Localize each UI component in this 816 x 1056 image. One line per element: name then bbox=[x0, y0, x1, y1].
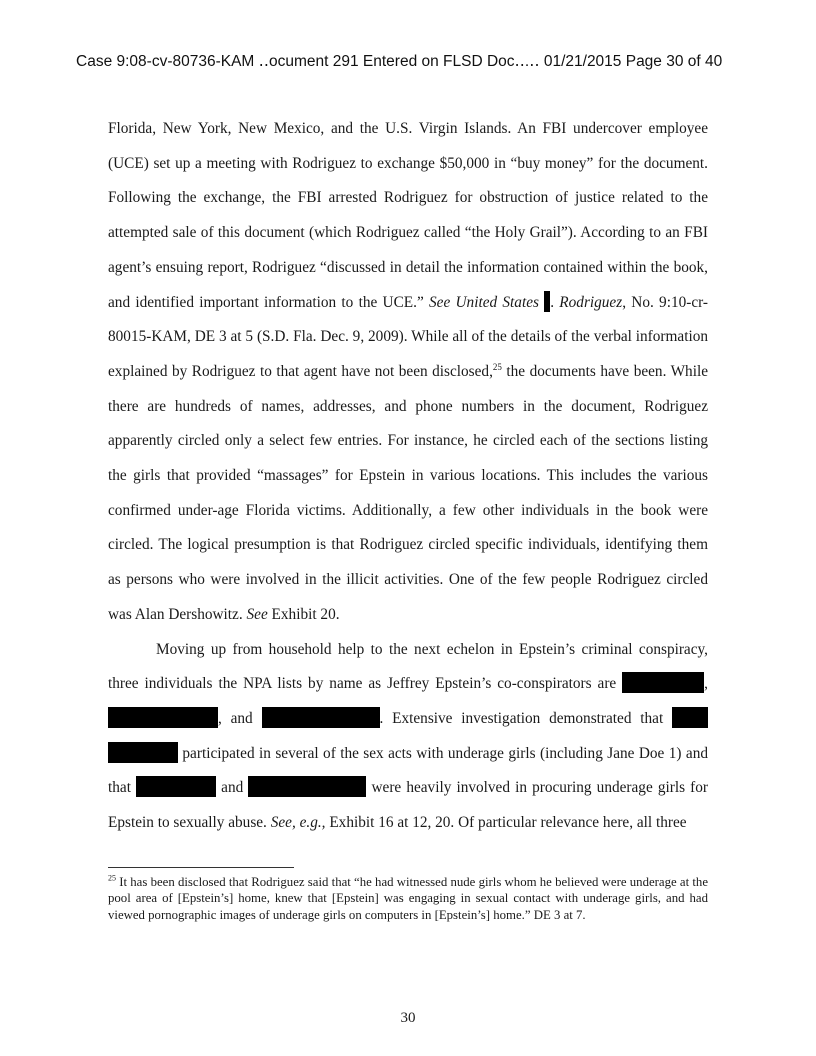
paragraph-2-text: and bbox=[216, 779, 249, 797]
citation-see-eg: See, e.g., bbox=[270, 814, 326, 832]
footnote-divider bbox=[108, 867, 294, 868]
footnote-25 bbox=[108, 874, 708, 923]
page-number: 30 bbox=[400, 1010, 416, 1026]
citation-see: See bbox=[246, 605, 268, 623]
footnote-text: It has been disclosed that Rodriguez said that “he had witnessed nude girls whom he believed were underage at the pool area of [Epstein’s] home, knew that [Epstein] was engaging in sexual contact with underage girls, and had viewed pornographic images of underage girls on computers in [Epstein’s] home.” DE 3 at 7. bbox=[108, 875, 708, 922]
paragraph-1: Florida, New York, New Mexico, and the U.S. Virgin Islands. An FBI undercover employee (UCE) set up a meeting with Rodriguez to exchange $50,000 in “buy money” for the document. Following the exchange, the FBI arrested Rodriguez for obstruction of justice related to the attempted sale of this document (which Rodriguez called “the Holy Grail”). According to an FBI agent’s ensuing report, Rodriguez “discussed in detail the information contained within the book, and identified important information to the UCE.” See United States . Rodriguez, No. 9:10-cr-80015-KAM, DE 3 at 5 (S.D. Fla. Dec. 9, 2009). While all of the details of the verbal information explained by Rodriguez to that agent have not been disclosed,$^{25}$ the documents have been. While there are hundreds of names, addresses, and phone numbers in the document, Rodriguez apparently circled only a select few entries. For instance, he circled each of the sections listing the girls that provided “massages” for Epstein in various locations. This includes the various confirmed under-age Florida victims. Additionally, a few other individuals in the book were circled. The logical presumption is that Rodriguez circled specific individuals, identifying them as persons who were involved in the illicit activities. One of the few people Rodriguez circled was Alan Dershowitz. See Exhibit 20. bbox=[108, 120, 709, 623]
redaction-box bbox=[544, 291, 550, 312]
paragraph-1-text: Florida, New York, New Mexico, and the U.S. Virgin Islands. An FBI undercover employee (UCE) set up a meeting with Rodriguez to exchange $50,000 in “buy money” for the document. Following the exchange, the FBI arrested Rodriguez for obstruction of justice related to the attempted sale of this document (which Rodriguez called “the Holy Grail”). According to an FBI agent’s ensuing report, Rodriguez “discussed in detail the information contained within the book, and identified important information to the UCE.” bbox=[108, 120, 708, 311]
paragraph-2-text: . Extensive investigation demonstrated that bbox=[379, 709, 673, 727]
redaction-box bbox=[108, 707, 218, 728]
footnote-reference: 25 bbox=[492, 361, 502, 372]
citation-see-united-states: See United States bbox=[429, 293, 539, 311]
redaction-box bbox=[108, 742, 178, 763]
redaction-box bbox=[672, 707, 708, 728]
paragraph-2-text: Moving up from household help to the next echelon in Epstein’s criminal conspiracy, three individuals the NPA lists by name as Jeffrey Epstein’s co-conspirators are bbox=[108, 640, 708, 693]
redaction-box bbox=[262, 707, 380, 728]
redaction-box bbox=[248, 776, 366, 797]
main-body bbox=[108, 112, 708, 841]
paragraph-2 bbox=[108, 633, 708, 841]
paragraph-2-text: , bbox=[704, 675, 708, 693]
paragraph-2-text: , and bbox=[218, 709, 262, 727]
redaction-box bbox=[622, 672, 704, 693]
footnote-number: 25 bbox=[108, 873, 116, 883]
paragraph-1-text: Exhibit 20. bbox=[267, 605, 340, 623]
citation-case-name: Rodriguez bbox=[559, 293, 623, 311]
paragraph-1-text: , No. 9:10-cr-80015-KAM, DE 3 at 5 (S.D. Fla. Dec. 9, 2009). While all of the details of the verbal information explained by Rodriguez to that agent have not been disclosed, bbox=[108, 293, 709, 380]
paragraph-2-text: were heavily involved in procuring underage girls for Epstein to sexually abuse. bbox=[108, 779, 708, 832]
redaction-box bbox=[136, 776, 216, 797]
paragraph-1-text: the documents have been. While there are hundreds of names, addresses, and phone numbers in the document, Rodriguez apparently circled only a select few entries. For instance, he circled each of the sections listing the girls that provided “massages” for Epstein in various locations. This includes the various confirmed under-age Florida victims. Additionally, a few other individuals in the book were circled. The logical presumption is that Rodriguez circled specific individuals, identifying them as persons who were involved in the illicit activities. One of the few people Rodriguez circled was Alan Dershowitz. bbox=[108, 362, 708, 623]
paragraph-2-text: Exhibit 16 at 12, 20. Of particular relevance here, all three bbox=[325, 814, 687, 832]
paragraph-2-text: participated in several of the sex acts with underage girls (including Jane Doe 1) and that bbox=[108, 744, 708, 797]
case-header: Case 9:08-cv-80736-KAM ‥ocument 291 Entered on FLSD Doc‥.‥ 01/21/2015 Page 30 of 40 bbox=[76, 53, 723, 70]
